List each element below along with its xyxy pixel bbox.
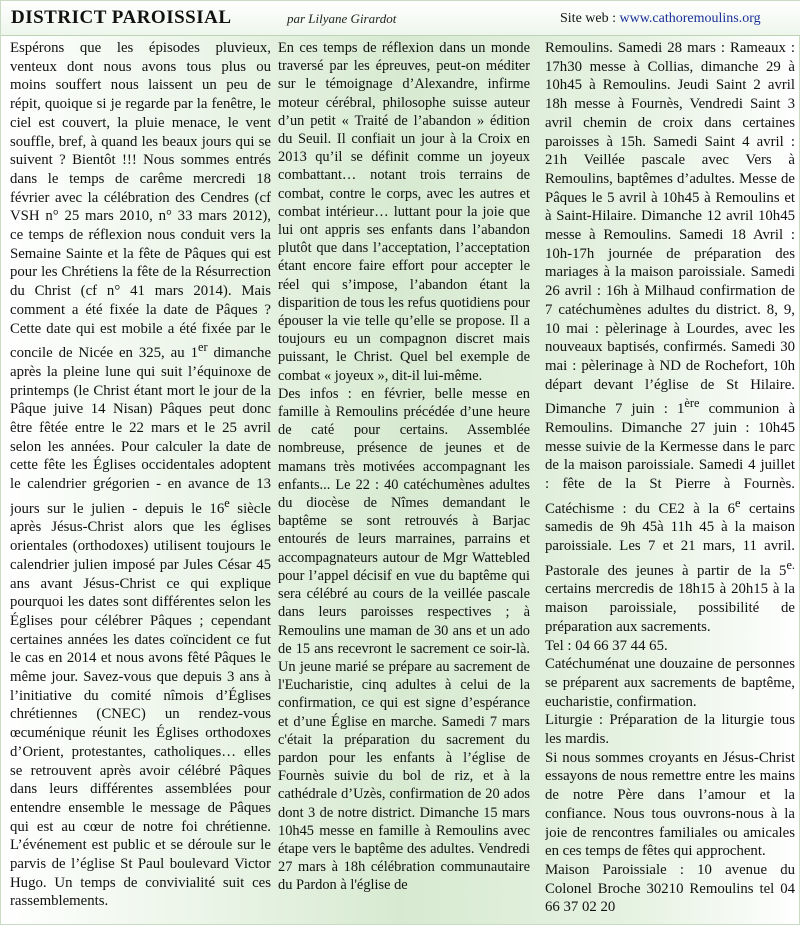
column-3 <box>545 39 795 921</box>
phone-number: Tel : 04 66 37 44 65. <box>545 637 668 654</box>
superscript: e. <box>786 557 795 572</box>
text-run: certains samedis de 9h 45à 11h 45 à la maison paroissiale. Les 7 et 21 mars, 11 avril. Pastorale des jeunes à partir de la 5 <box>545 500 795 579</box>
superscript: e <box>224 495 230 510</box>
section-title: DISTRICT PAROISSIAL <box>11 7 232 28</box>
text-run: communion à Remoulins. Dimanche 27 juin : 10h45 messe suivie de la Kermesse dans le parc de la maison paroissiale. Samedi 4 juillet : fête de la St Pierre à Fournès. Catéchisme : du CE2 à la 6 <box>545 401 795 517</box>
text-run: Espérons que les épisodes pluvieux, venteux dont nous avons tous plus ou moins souffert nous laissent un peu de répit, quoique si je regarde par la fenêtre, le ciel est couvert, la pluie menace, le vent souffle, bref, à quand les beaux jours qui se suivent ? Bientôt !!! Nous sommes entrés dans le temps de carême mercredi 18 février avec la célébration des Cendres (cf VSH n° 25 mars 2010, n° 33 mars 2012), ce temps de réflexion nous conduit vers la Semaine Sainte et la fête de Pâques qui est pour les Chrétiens la fête de la Résurrection du Christ (cf n° 41 mars 2014). Mais comment a été fixée la date de Pâques ? Cette date qui est mobile a été fixée par le concile de Nicée en 325, au 1 <box>10 40 271 362</box>
website-link[interactable]: www.cathoremoulins.org <box>619 11 761 26</box>
column-3-paragraph-message: Si nous sommes croyants en Jésus-Christ essayons de nous remettre entre les mains de notre Père dans l’amour et la confiance. Nous tous ouvrons-nous à la joie de rencontres familiales ou amicales en ces temps de fêtes qui approchent. <box>545 749 795 860</box>
column-1 <box>10 39 271 921</box>
column-3-paragraph-liturgie: Liturgie : Préparation de la liturgie tous les mardis. <box>545 712 795 748</box>
header-bar <box>1 1 800 36</box>
website-info <box>560 11 761 27</box>
author-byline: par Lilyane Girardot <box>287 11 397 26</box>
parish-address: Maison Paroissiale : 10 avenue du Colonel Broche 30210 Remoulins tel 04 66 37 02 20 <box>545 862 795 916</box>
column-2 <box>278 39 530 921</box>
column-1-paragraph <box>10 39 271 911</box>
column-2-paragraph-reflection: En ces temps de réflexion dans un monde traversé par les épreuves, peut-on méditer sur le témoignage d’Alexandre, infirme moteur cérébral, philosophe suisse auteur d’un petit « Traité de l’abandon » édition du Seuil. Il confiait un jour à la Croix en 2013 qu’il se définit comme un joyeux combattant… notant trois terrains de combat, contre le corps, avec les autres et combat intérieur… luttant pour la joie que lui ont appris ses enfants dans l’abandon plutôt que dans l’acceptation, l’acceptation étant encore faire effort pour accepter le réel qui s’impose, l’abandon étant la disparition de tous les refus quotidiens pour épouser la vie telle qu’elle se propose. Il a toujours eu un compagnon discret mais puissant, le Christ. Quel bel exemple de combat « joyeux », dit-il lui-même. <box>278 40 530 384</box>
text-run: certains mercredis de 18h15 à 20h15 à la maison paroissiale, possibilité de préparation aux sacrements. <box>545 581 795 635</box>
website-label: Site web : <box>560 11 616 26</box>
superscript: e <box>734 495 741 510</box>
superscript: er <box>197 340 208 355</box>
column-3-paragraph-agenda <box>545 39 795 637</box>
column-2-paragraph-news: Des infos : en février, belle messe en famille à Remoulins précédée d’une heure de caté pour certains. Assemblée nombreuse, présence de jeunes et de mamans très motivées accompagnant les enfants... Le 22 : 40 catéchumènes adultes du diocèse de Nîmes demandant le baptême se sont retrouvés à Barjac entourés de leurs marraines, parrains et accompagnateurs autour de Mgr Wattebled pour l’appel décisif en vue du baptême qui sera célébré au cours de la veillée pascale dans leurs paroisses respectives ; à Remoulins une maman de 30 ans et un ado de 15 ans recevront le sacrement ce soir-là. Un jeune marié se prépare au sacrement de l'Eucharistie, cinq adultes à celui de la confirmation, ce qui est signe d’espérance et d’une Église en marche. Samedi 7 mars c'était la préparation du sacrement du pardon pour les enfants à l’église de Fournès suivie du bol de riz, et à la cathédrale d’Uzès, confirmation de 20 ados dont 3 de notre district. Dimanche 15 mars 10h45 messe en famille à Remoulins avec étape vers le baptême des adultes. Vendredi 27 mars à 18h célébration communautaire du Pardon à l'église de <box>278 385 530 894</box>
text-run: Remoulins. Samedi 28 mars : Rameaux : 17h30 messe à Collias, dimanche 29 à 10h45 à Remoulins. Jeudi Saint 2 avril 18h messe à Fournès, Vendredi Saint 3 avril chemin de croix dans certaines paroisses à 15h. Samedi Saint 4 avril : 21h Veillée pascale avec Vers à Remoulins, baptêmes d’adultes. Messe de Pâques le 5 avril à 10h45 à Remoulins et à Saint-Hilaire. Dimanche 12 avril 10h45 messe à Remoulins. Samedi 18 Avril : 10h-17h journée de préparation des mariages à la maison paroissiale. Samedi 26 avril : 16h à Milhaud confirmation de 7 catéchumènes adultes du district. 8, 9, 10 mai : pèlerinage à Lourdes, avec les nouveaux baptisés, confirmés. Samedi 30 mai : pèlerinage à ND de Rochefort, 10h départ devant l’église de St Hilaire. Dimanche 7 juin : 1 <box>545 40 795 418</box>
text-run: dimanche après la pleine lune qui suit l’équinoxe de printemps (le Christ étant mort le jour de la Pâque juive 14 Nisan) Pâques peut donc être fêtée entre le 22 mars et le 25 avril selon les années. Pour calculer la date de cette fête les Églises occidentales adoptent le calendrier grégorien - en avance de 13 jours sur le julien - depuis le 16 <box>10 345 271 517</box>
superscript: ère <box>684 396 700 411</box>
text-run: siècle après Jésus-Christ alors que les églises orientales (orthodoxes) utilisent toujours le calendrier julien imposé par Jules César 45 ans avant Jésus-Christ ce qui explique pourquoi les dates sont différentes selon les Églises pour célébrer Pâques ; cependant certaines années les dates coïncident ce fut le cas en 2014 et nous avons fêté Pâques le même jour. Savez-vous que depuis 3 ans à l’initiative du comité nîmois d’Églises chrétiennes (CNEC) un rendez-vous œcuménique réunit les Églises orthodoxes d’Orient, protestantes, catholiques… elles se retrouvent après avoir célébré Pâques dans leurs différentes assemblées pour entendre ensemble le message de Pâques qui est au cœur de notre foi chrétienne. L’événement est public et se déroule sur le parvis de l’église St Paul boulevard Victor Hugo. Un temps de convivialité suit ces rassemblements. <box>10 500 271 910</box>
column-3-paragraph-catechumenat: Catéchuménat une douzaine de personnes se préparent aux sacrements de baptême, eucharistie, confirmation. <box>545 656 795 710</box>
